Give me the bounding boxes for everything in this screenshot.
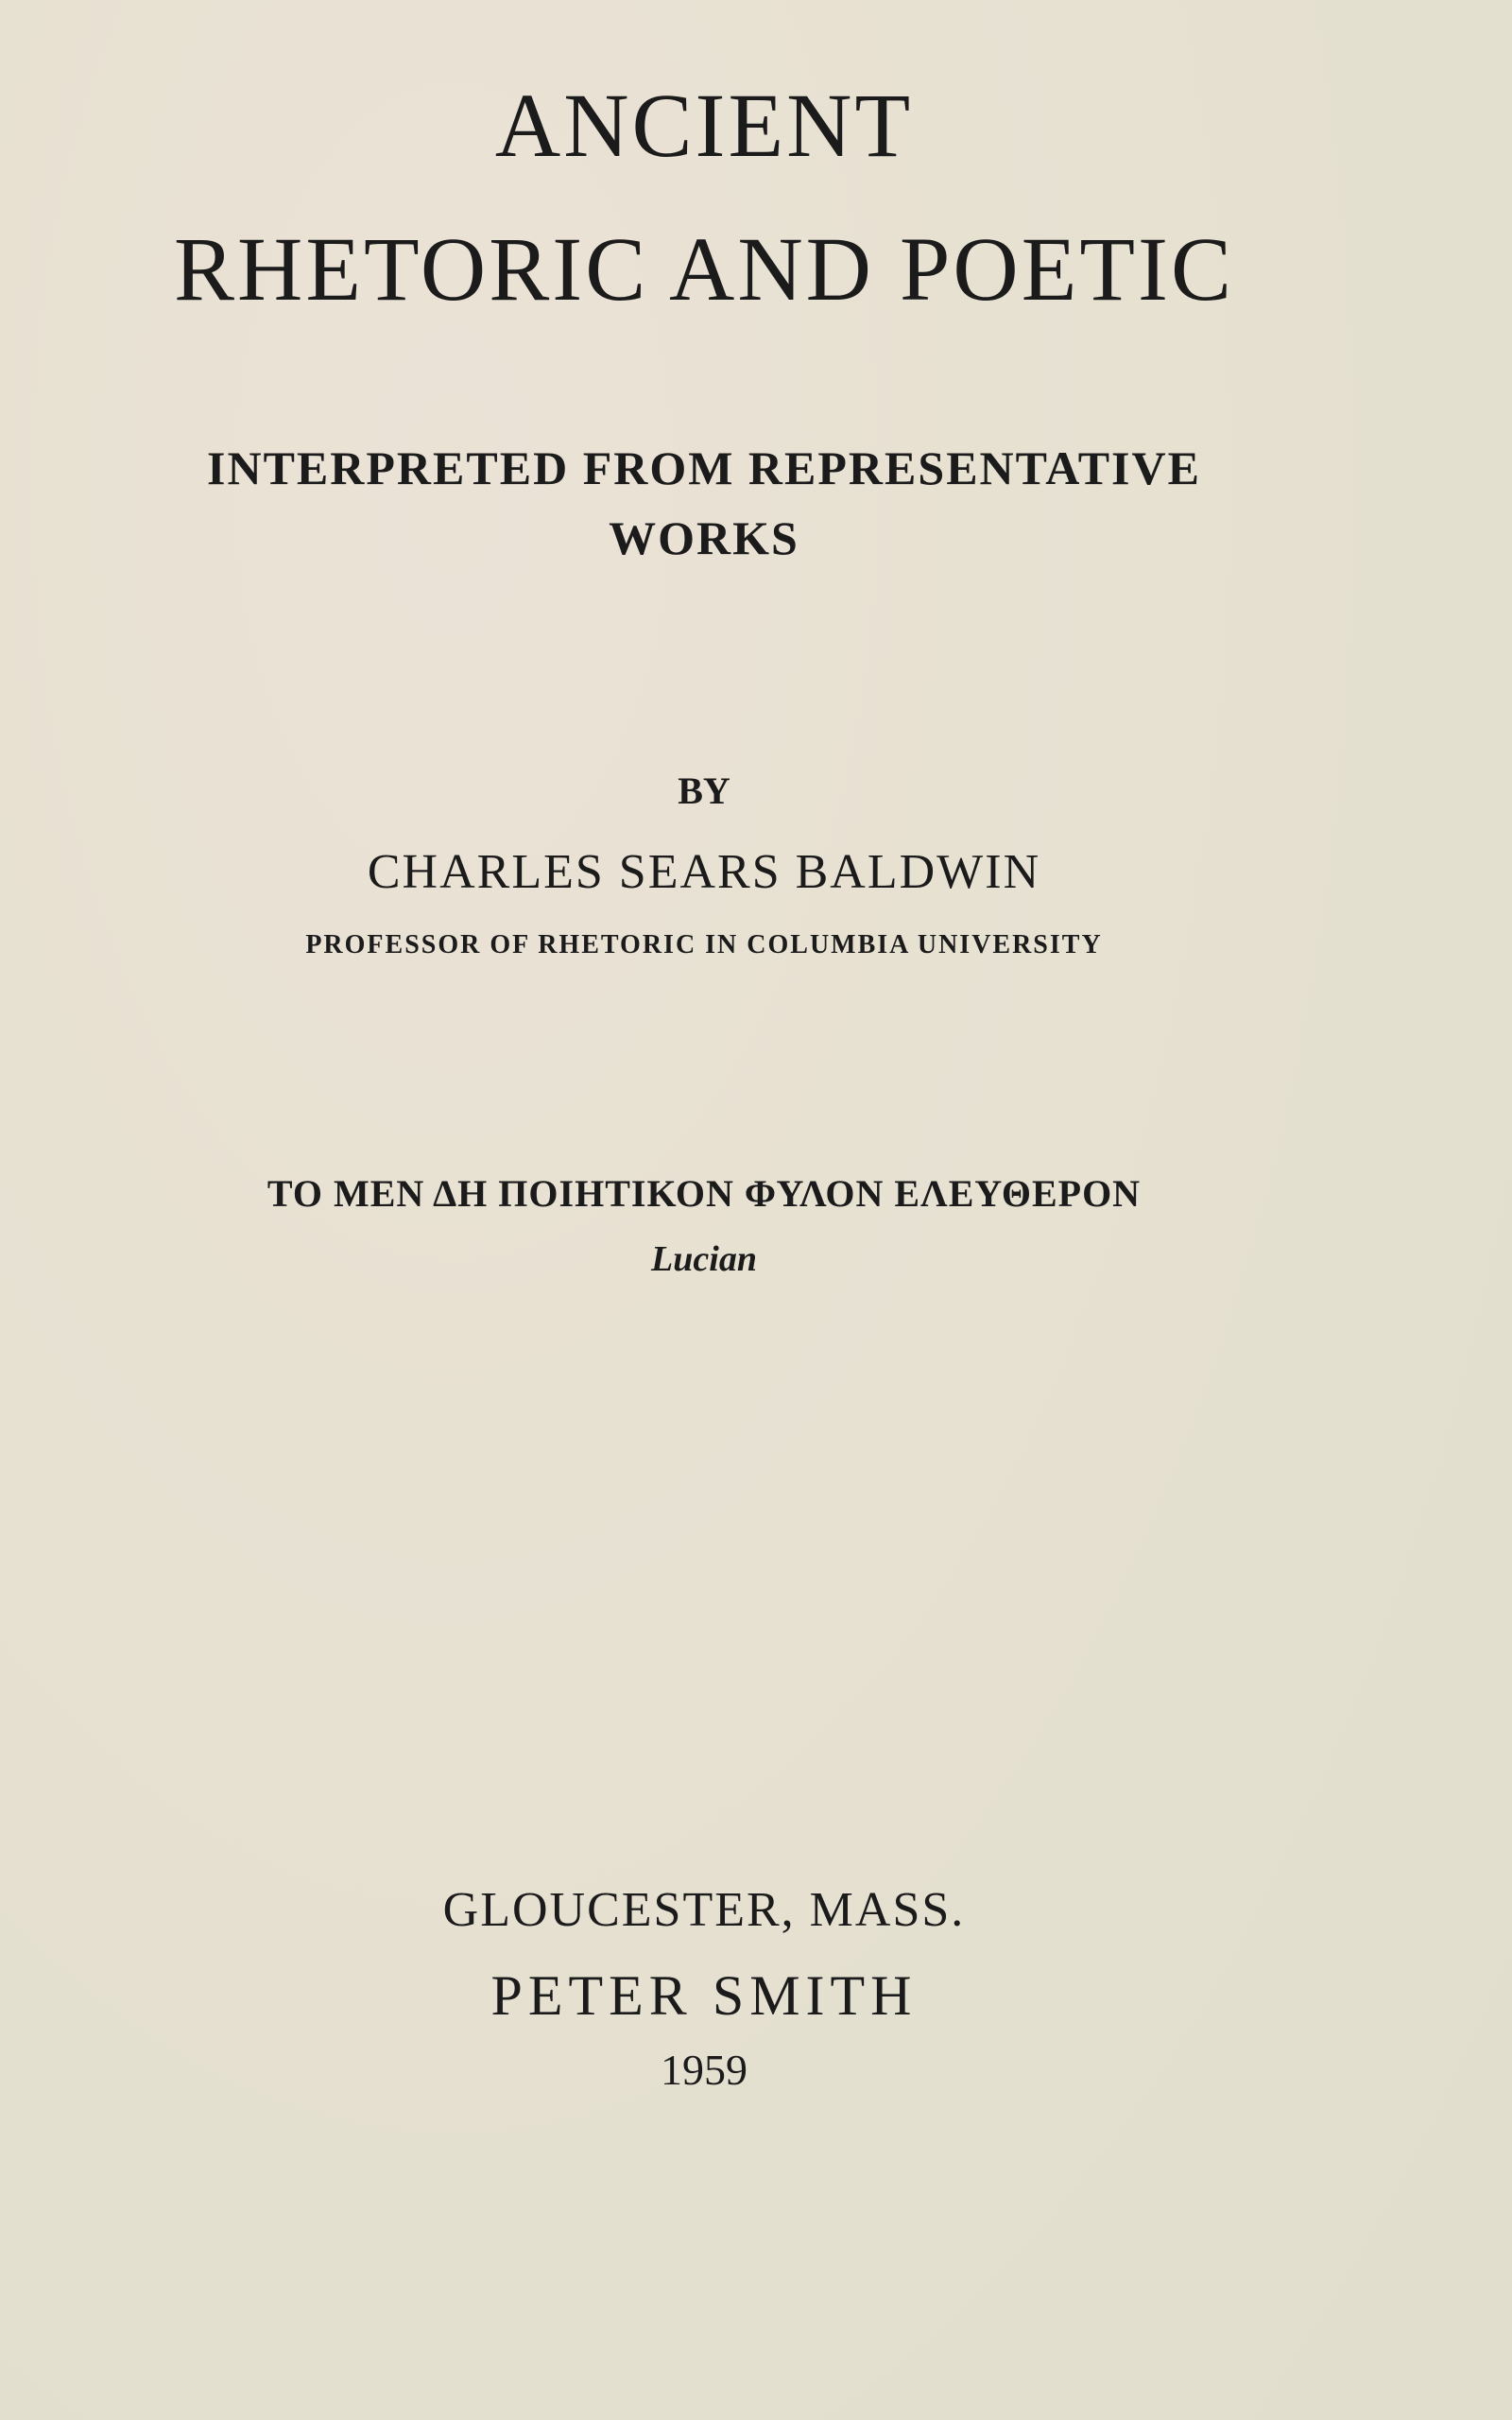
publication-place: GLOUCESTER, MASS.: [442, 1883, 966, 1937]
epigraph-text: ΤΟ ΜΕΝ ΔΗ ΠΟΙΗΤΙΚΟΝ ΦΥΛΟΝ ΕΛΕΥΘΕΡΟΝ: [266, 1172, 1142, 1215]
author-affiliation: PROFESSOR OF RHETORIC IN COLUMBIA UNIVERSITY: [305, 930, 1103, 959]
subtitle-line-1: INTERPRETED FROM REPRESENTATIVE: [207, 441, 1201, 494]
subtitle-line-2: WORKS: [609, 511, 799, 564]
byline-by: BY: [678, 769, 730, 812]
epigraph-attribution: Lucian: [651, 1239, 757, 1279]
title-line-1: ANCIENT: [494, 75, 914, 176]
publication-year: 1959: [661, 2046, 747, 2094]
author-name: CHARLES SEARS BALDWIN: [367, 845, 1041, 899]
title-line-2: RHETORIC AND POETIC: [174, 218, 1234, 320]
publisher-name: PETER SMITH: [490, 1964, 918, 2027]
